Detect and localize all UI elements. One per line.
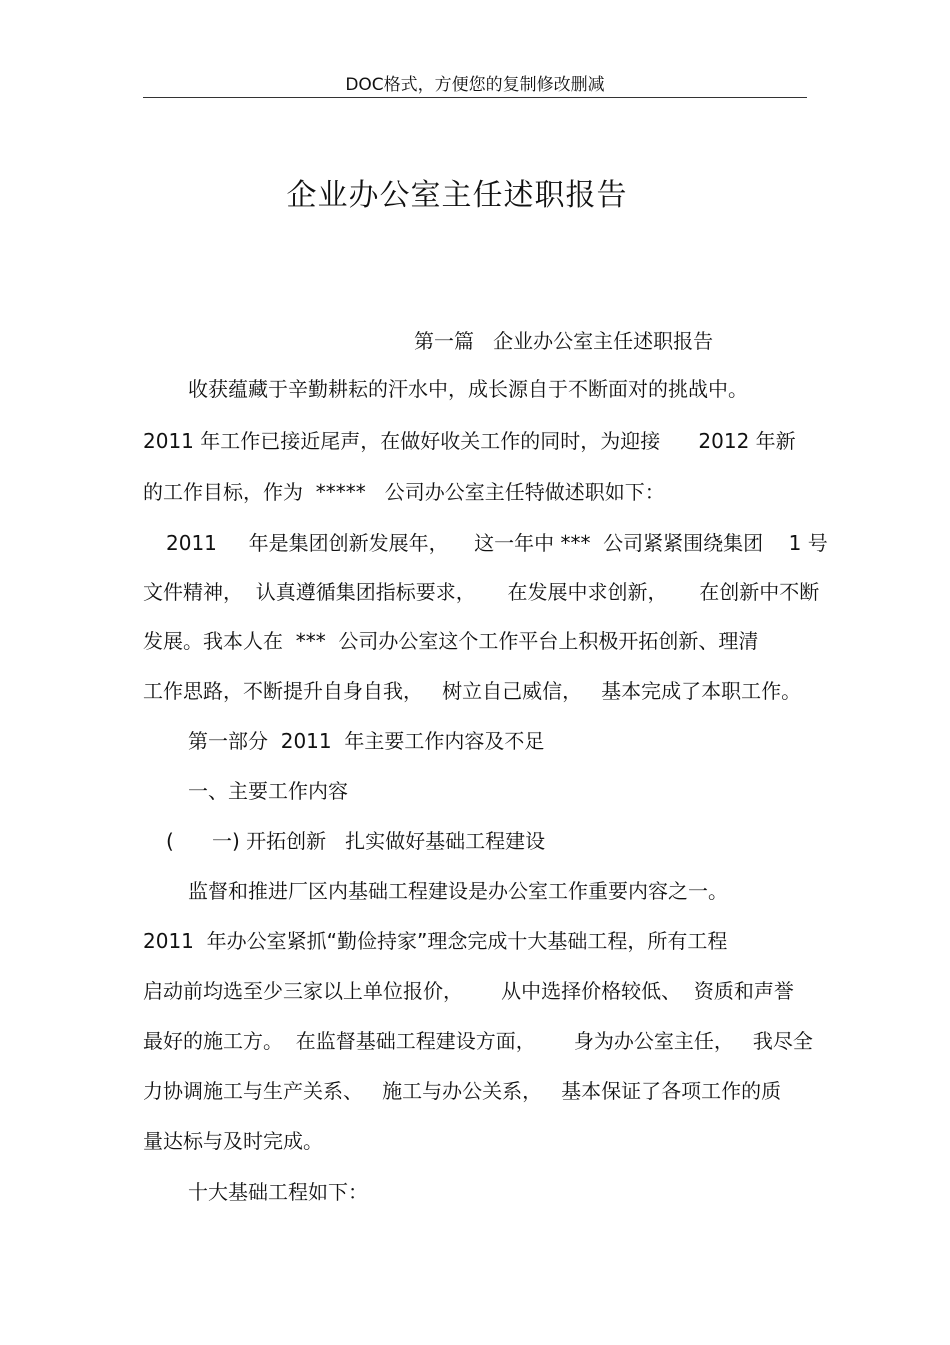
paragraph-line: 2011 年是集团创新发展年， 这一年中 *** 公司紧紧围绕集团 1 号 [166,531,828,555]
paragraph-line: 2011 年工作已接近尾声，在做好收关工作的同时，为迎接 2012 年新 [143,429,796,453]
paragraph-line: 2011 年办公室紧抓“勤俭持家”理念完成十大基础工程，所有工程 [143,929,728,953]
header-divider [143,97,807,98]
section-heading: 第一篇 企业办公室主任述职报告 [414,329,714,353]
paragraph-line: 力协调施工与生产关系、 施工与办公关系， 基本保证了各项工作的质 [143,1079,782,1103]
paragraph-line: 最好的施工方。 在监督基础工程建设方面， 身为办公室主任， 我尽全 [143,1029,813,1053]
paragraph-line: 发展。我本人在 *** 公司办公室这个工作平台上积极开拓创新、理清 [143,629,759,653]
paragraph-line: 启动前均选至少三家以上单位报价， 从中选择价格较低、 资质和声誉 [143,979,794,1003]
paragraph-line: 的工作目标，作为 ***** 公司办公室主任特做述职如下： [143,480,665,504]
document-title: 企业办公室主任述职报告 [286,178,628,213]
paragraph-line: 工作思路，不断提升自身自我， 树立自己威信， 基本完成了本职工作。 [143,679,802,703]
paragraph-line: 收获蕴藏于辛勤耕耘的汗水中，成长源自于不断面对的挑战中。 [188,377,748,401]
part-heading: 第一部分 2011 年主要工作内容及不足 [188,729,545,753]
paragraph-line: 文件精神， 认真遵循集团指标要求， 在发展中求创新， 在创新中不断 [143,580,820,604]
subsection-heading: 一、主要工作内容 [188,779,348,803]
paragraph-line: 监督和推进厂区内基础工程建设是办公室工作重要内容之一。 [188,879,728,903]
paragraph-line: 量达标与及时完成。 [143,1129,323,1153]
item-heading: ( 一) 开拓创新 扎实做好基础工程建设 [166,829,546,853]
paragraph-line: 十大基础工程如下： [188,1180,368,1204]
header-text: DOC格式，方便您的复制修改删减 [345,75,605,95]
